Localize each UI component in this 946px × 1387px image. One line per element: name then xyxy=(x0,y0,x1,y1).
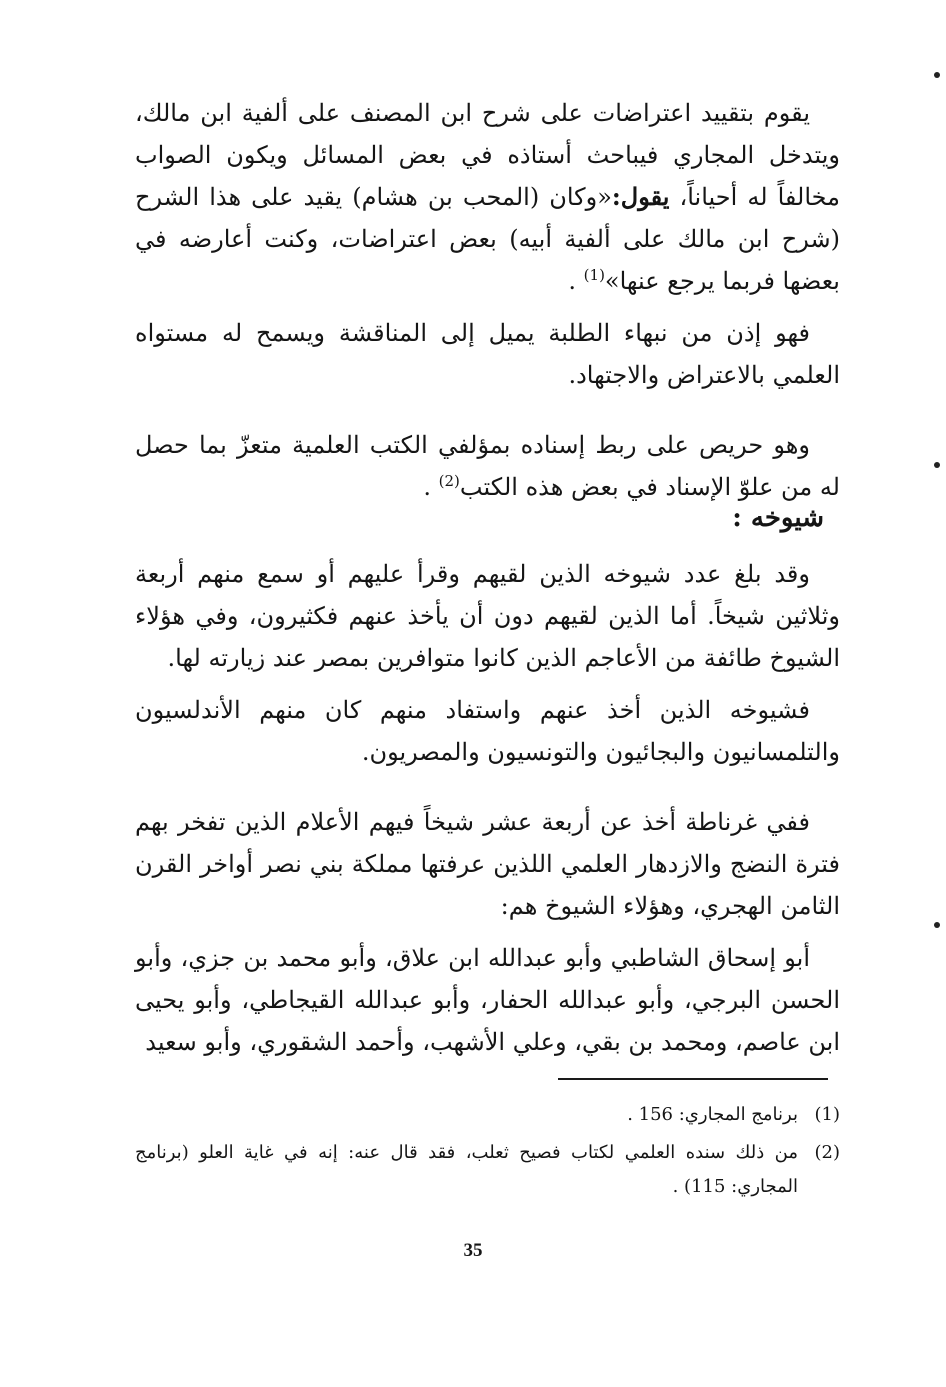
footnote-number: (2) xyxy=(814,1142,840,1163)
paragraph: فشيوخه الذين أخذ عنهم واستفاد منهم كان منهم الأندلسيون والتلمسانيون والبجائيون والتونسيون والمصريون. xyxy=(135,696,840,766)
page-number: 35 xyxy=(463,1240,483,1261)
paragraph-text: يقوم بتقييد اعتراضات على شرح ابن المصنف على ألفية ابن مالك، ويتدخل المجاري فيباحث أستاذه في بعض المسائل ويكون الصواب مخالفاً له أحياناً، xyxy=(135,99,840,211)
paragraph: وقد بلغ عدد شيوخه الذين لقيهم وقرأ عليهم أو سمع منهم أربعة وثلاثين شيخاً. أما الذين لقيهم دون أن يأخذ عنهم فكثيرون، وفي هؤلاء الشيوخ طائفة من الأعاجم الذين كانوا متوافرين بمصر عند زيارته لها. xyxy=(135,560,840,672)
scan-margin-mark xyxy=(934,462,940,468)
paragraph-bold-text: يقول: xyxy=(611,182,670,211)
footnote-text: من ذلك سنده العلمي لكتاب فصيح ثعلب، فقد قال عنه: إنه في غاية العلو (برنامج المجاري: 115) . xyxy=(135,1142,798,1197)
footnote-reference[interactable]: (1) xyxy=(583,266,605,284)
footnote-reference[interactable]: (2) xyxy=(438,472,460,490)
paragraph-text: . xyxy=(423,473,439,501)
footnote-divider xyxy=(558,1078,828,1080)
body-text-bottom xyxy=(135,553,840,1063)
footnote xyxy=(135,1098,840,1132)
paragraph-text: «وكان (المحب بن هشام) يقيد على هذا الشرح (شرح ابن مالك على ألفية أبيه) بعض اعتراضات، وكنت أعارضه في بعضها فربما يرجع عنها» xyxy=(135,183,840,295)
footnote-text: برنامج المجاري: 156 . xyxy=(627,1104,798,1125)
paragraph xyxy=(135,92,840,302)
paragraph: فهو إذن من نبهاء الطلبة يميل إلى المناقشة ويسمح له مستواه العلمي بالاعتراض والاجتهاد. xyxy=(135,319,840,389)
paragraph xyxy=(135,424,840,508)
paragraph: ففي غرناطة أخذ عن أربعة عشر شيخاً فيهم الأعلام الذين تفخر بهم فترة النضج والازدهار العلمي اللذين عرفتها مملكة بني نصر أواخر القرن الثامن الهجري، وهؤلاء الشيوخ هم: xyxy=(135,808,840,920)
paragraph-text: وهو حريص على ربط إسناده بمؤلفي الكتب العلمية متعزّ بما حصل له من علوّ الإسناد في بعض هذه الكتب xyxy=(135,431,840,501)
body-text-top xyxy=(135,92,840,508)
scan-margin-mark xyxy=(934,922,940,928)
section-heading: شيوخه : xyxy=(732,503,824,533)
paragraph: أبو إسحاق الشاطبي وأبو عبدالله ابن علاق، وأبو محمد بن جزي، وأبو الحسن البرجي، وأبو عبدالله الحفار، وأبو عبدالله القيجاطي، وأبو يحيى ابن عاصم، ومحمد بن بقي، وعلي الأشهب، وأحمد الشقوري، وأبو سعيد xyxy=(135,944,840,1056)
footnote-number: (1) xyxy=(814,1104,840,1125)
footnotes xyxy=(135,1098,840,1208)
scan-margin-mark xyxy=(934,72,940,78)
footnote xyxy=(135,1136,840,1204)
paragraph-text: . xyxy=(568,267,584,295)
